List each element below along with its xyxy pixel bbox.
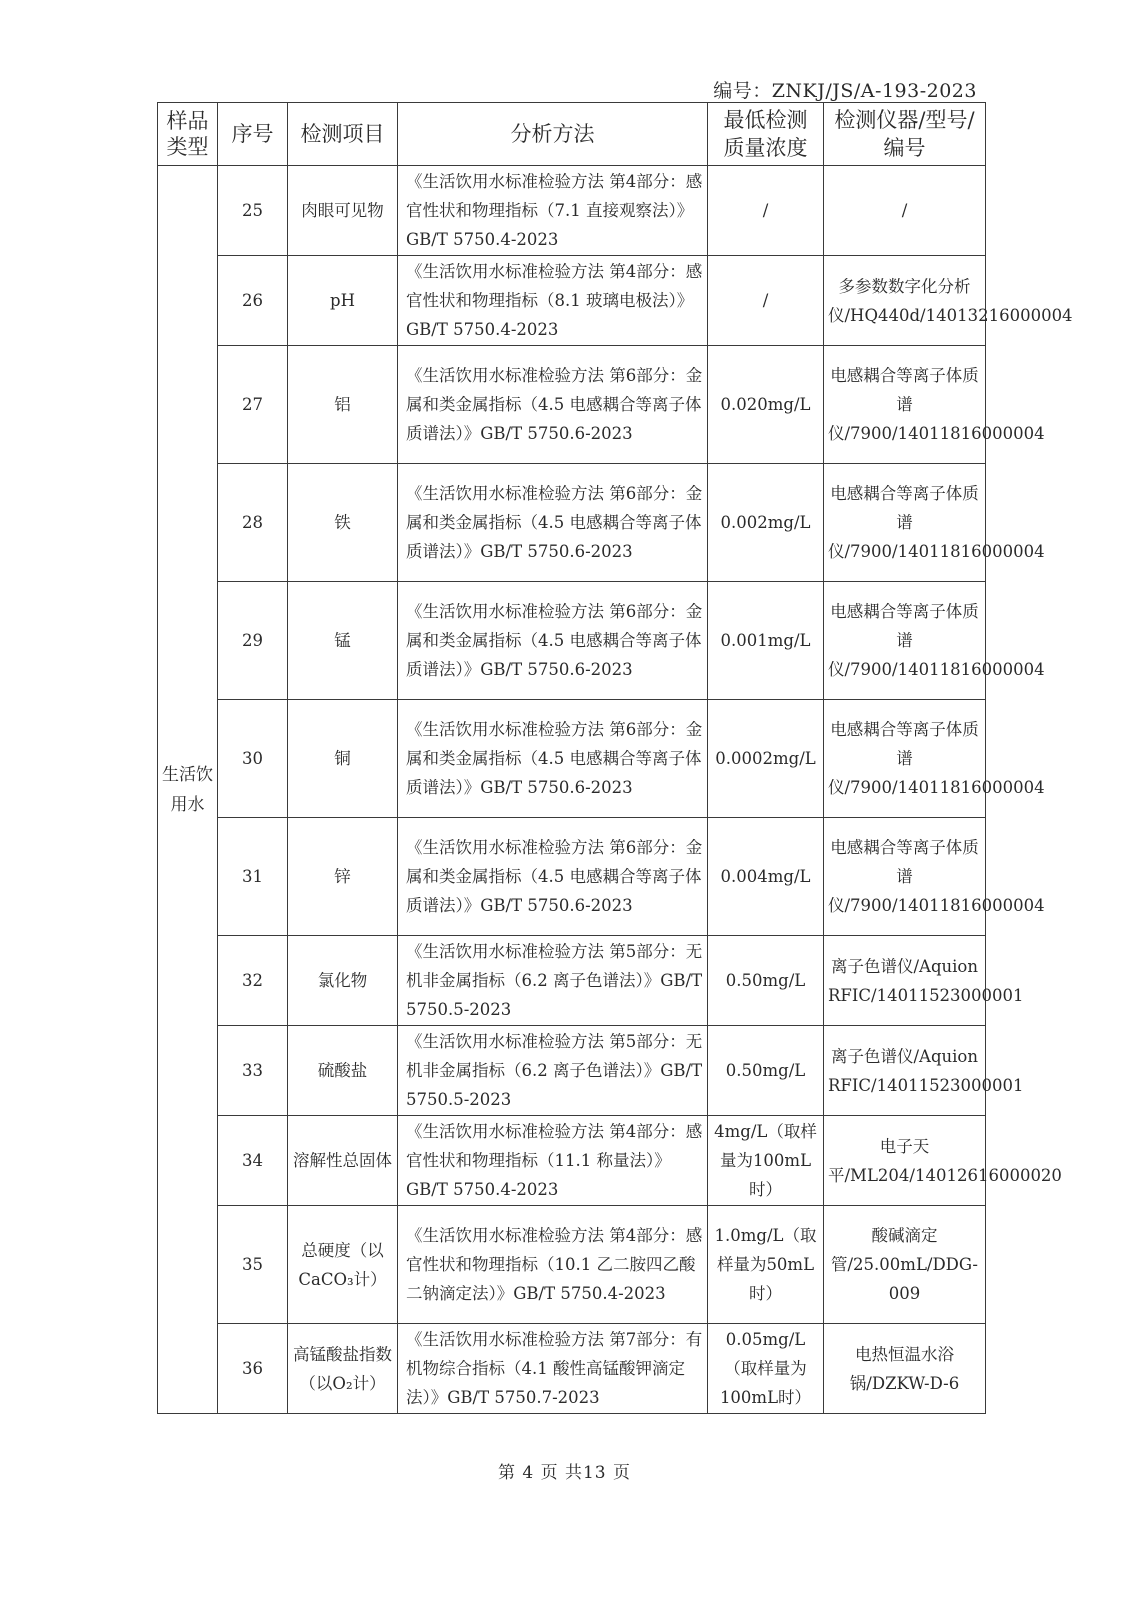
instrument: 酸碱滴定管/25.00mL/DDG-009 (824, 1206, 986, 1324)
analysis-method: 《生活饮用水标准检验方法 第7部分：有机物综合指标（4.1 酸性高锰酸钾滴定法）》GB/T 5750.7-2023 (398, 1324, 708, 1414)
test-item: 锰 (288, 582, 398, 700)
analysis-method: 《生活饮用水标准检验方法 第6部分：金属和类金属指标（4.5 电感耦合等离子体质谱法）》GB/T 5750.6-2023 (398, 346, 708, 464)
row-number: 36 (218, 1324, 288, 1414)
test-item: 锌 (288, 818, 398, 936)
analysis-method: 《生活饮用水标准检验方法 第4部分：感官性状和物理指标（8.1 玻璃电极法）》GB/T 5750.4-2023 (398, 256, 708, 346)
table-row (158, 464, 986, 582)
instrument: 电感耦合等离子体质谱仪/7900/14011816000004 (824, 700, 986, 818)
test-method-table (157, 102, 1073, 1414)
analysis-method: 《生活饮用水标准检验方法 第6部分：金属和类金属指标（4.5 电感耦合等离子体质谱法）》GB/T 5750.6-2023 (398, 464, 708, 582)
detection-limit: 0.50mg/L (708, 1026, 824, 1116)
analysis-method: 《生活饮用水标准检验方法 第4部分：感官性状和物理指标（10.1 乙二胺四乙酸二钠滴定法）》GB/T 5750.4-2023 (398, 1206, 708, 1324)
detection-limit: / (708, 256, 824, 346)
instrument: 电热恒温水浴锅/DZKW-D-6 (824, 1324, 986, 1414)
col-header-test-item: 检测项目 (288, 103, 398, 166)
analysis-method: 《生活饮用水标准检验方法 第5部分：无机非金属指标（6.2 离子色谱法）》GB/T 5750.5-2023 (398, 936, 708, 1026)
row-number: 30 (218, 700, 288, 818)
instrument: 电感耦合等离子体质谱仪/7900/14011816000004 (824, 818, 986, 936)
test-item: 肉眼可见物 (288, 166, 398, 256)
row-number: 35 (218, 1206, 288, 1324)
test-item: pH (288, 256, 398, 346)
row-number: 31 (218, 818, 288, 936)
analysis-method: 《生活饮用水标准检验方法 第4部分：感官性状和物理指标（11.1 称量法）》GB/T 5750.4-2023 (398, 1116, 708, 1206)
detection-limit: / (708, 166, 824, 256)
analysis-method: 《生活饮用水标准检验方法 第6部分：金属和类金属指标（4.5 电感耦合等离子体质谱法）》GB/T 5750.6-2023 (398, 700, 708, 818)
test-item: 铜 (288, 700, 398, 818)
col-header-number: 序号 (218, 103, 288, 166)
detection-limit: 0.0002mg/L (708, 700, 824, 818)
row-number: 34 (218, 1116, 288, 1206)
table-row (158, 818, 986, 936)
table-row (158, 346, 986, 464)
row-number: 26 (218, 256, 288, 346)
col-header-method: 分析方法 (398, 103, 708, 166)
table-row (158, 582, 986, 700)
page-number: 第 4 页 共13 页 (497, 1463, 632, 1483)
table-row (158, 1324, 986, 1414)
analysis-method: 《生活饮用水标准检验方法 第4部分：感官性状和物理指标（7.1 直接观察法）》GB/T 5750.4-2023 (398, 166, 708, 256)
col-header-sample-type: 样品类型 (158, 103, 218, 166)
instrument: 电感耦合等离子体质谱仪/7900/14011816000004 (824, 464, 986, 582)
instrument: 多参数数字化分析仪/HQ440d/14013216000004 (824, 256, 986, 346)
detection-limit: 0.50mg/L (708, 936, 824, 1026)
test-item: 高锰酸盐指数（以O₂计） (288, 1324, 398, 1414)
table-row (158, 256, 986, 346)
test-item: 溶解性总固体 (288, 1116, 398, 1206)
test-item: 铝 (288, 346, 398, 464)
table-row (158, 1206, 986, 1324)
row-number: 32 (218, 936, 288, 1026)
col-header-detection-limit: 最低检测质量浓度 (708, 103, 824, 166)
detection-limit: 0.002mg/L (708, 464, 824, 582)
test-item: 氯化物 (288, 936, 398, 1026)
instrument: 电感耦合等离子体质谱仪/7900/14011816000004 (824, 346, 986, 464)
instrument: / (824, 166, 986, 256)
instrument: 离子色谱仪/Aquion RFIC/14011523000001 (824, 1026, 986, 1116)
table-row (158, 700, 986, 818)
test-item: 铁 (288, 464, 398, 582)
row-number: 28 (218, 464, 288, 582)
instrument: 离子色谱仪/Aquion RFIC/14011523000001 (824, 936, 986, 1026)
table-row (158, 1026, 986, 1116)
table-row (158, 936, 986, 1026)
table-header-row (158, 103, 986, 166)
document-number: 编号：ZNKJ/JS/A-193-2023 (713, 80, 977, 102)
analysis-method: 《生活饮用水标准检验方法 第6部分：金属和类金属指标（4.5 电感耦合等离子体质谱法）》GB/T 5750.6-2023 (398, 582, 708, 700)
row-number: 27 (218, 346, 288, 464)
col-header-instrument: 检测仪器/型号/编号 (824, 103, 986, 166)
analysis-method: 《生活饮用水标准检验方法 第5部分：无机非金属指标（6.2 离子色谱法）》GB/T 5750.5-2023 (398, 1026, 708, 1116)
detection-limit: 0.001mg/L (708, 582, 824, 700)
detection-limit: 4mg/L（取样量为100mL时） (708, 1116, 824, 1206)
table-row (158, 1116, 986, 1206)
instrument: 电子天平/ML204/14012616000020 (824, 1116, 986, 1206)
test-item: 总硬度（以CaCO₃计） (288, 1206, 398, 1324)
analysis-method: 《生活饮用水标准检验方法 第6部分：金属和类金属指标（4.5 电感耦合等离子体质谱法）》GB/T 5750.6-2023 (398, 818, 708, 936)
detection-limit: 0.004mg/L (708, 818, 824, 936)
detection-limit: 0.05mg/L（取样量为100mL时） (708, 1324, 824, 1414)
row-number: 33 (218, 1026, 288, 1116)
test-item: 硫酸盐 (288, 1026, 398, 1116)
row-number: 25 (218, 166, 288, 256)
sample-type-cell: 生活饮用水 (158, 166, 218, 1414)
instrument: 电感耦合等离子体质谱仪/7900/14011816000004 (824, 582, 986, 700)
row-number: 29 (218, 582, 288, 700)
table-row (158, 166, 986, 256)
detection-limit: 1.0mg/L（取样量为50mL时） (708, 1206, 824, 1324)
detection-limit: 0.020mg/L (708, 346, 824, 464)
